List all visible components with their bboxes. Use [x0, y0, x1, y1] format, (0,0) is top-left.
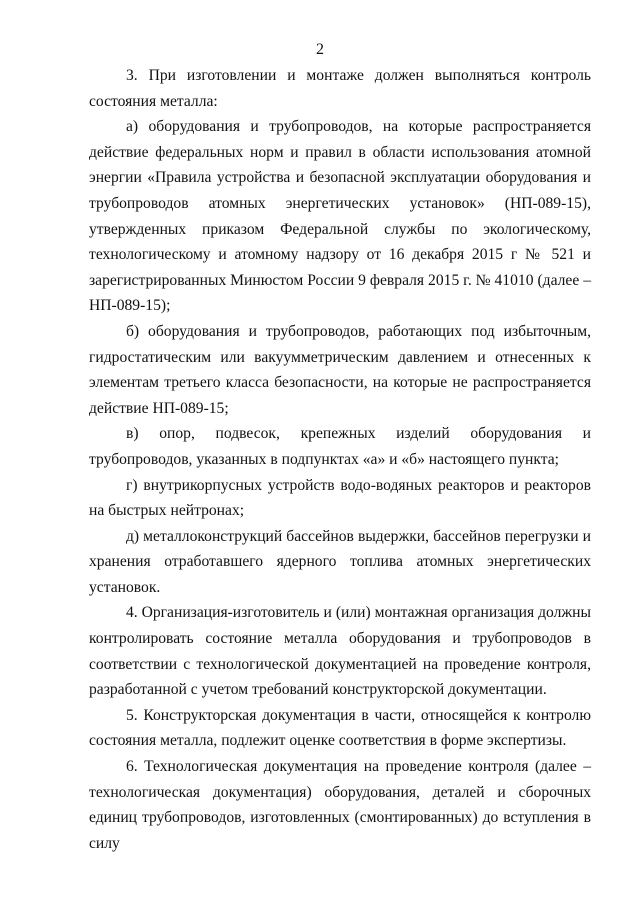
paragraph-3v: в) опор, подвесок, крепежных изделий оборудования и трубопроводов, указанных в подпунктах «а» и «б» настоящего пункта;: [89, 425, 591, 468]
paragraph-3-intro: 3. При изготовлении и монтаже должен выполняться контроль состояния металла:: [89, 67, 591, 110]
paragraph-5: 5. Конструкторская документация в части, относящейся к контролю состояния металла, подлежит оценке соответствия в форме экспертизы.: [89, 706, 591, 750]
page-number: 2: [316, 41, 324, 58]
paragraph-3g: г) внутрикорпусных устройств водо-водяных реакторов и реакторов на быстрых нейтронах;: [89, 476, 591, 520]
paragraph-3a: а) оборудования и трубопроводов, на которые распространяется действие федеральных норм и правил в области использования атомной энергии «Правила устройства и безопасной эксплуатации оборудования и трубопроводов атомных энергетических установок» (НП-089-15), утвержденных приказом Федеральной службы по экологическому, технологическому и атомному надзору от 16 декабря 2015 г № 521 и зарегистрированных Минюстом России 9 февраля 2015 г. № 41010 (далее – НП-089-15);: [89, 118, 591, 315]
paragraph-4: 4. Организация-изготовитель и (или) монтажная организация должны контролировать состояние металла оборудования и трубопроводов в соответствии с технологической документацией на проведение контроля, разработанной с учетом требований конструкторской документации.: [89, 604, 591, 699]
paragraph-3d: д) металлоконструкций бассейнов выдержки, бассейнов перегрузки и хранения отработавшего ядерного топлива атомных энергетических установок.: [89, 527, 591, 596]
paragraph-6: 6. Технологическая документация на проведение контроля (далее – технологическая документация) оборудования, деталей и сборочных единиц трубопроводов, изготовленных (смонтированных) до вступления в силу: [89, 758, 591, 852]
document-body: [89, 63, 591, 856]
paragraph-3b: б) оборудования и трубопроводов, работающих под избыточным, гидростатическим или вакуумметрическим давлением и отнесенных к элементам третьего класса безопасности, на которые не распространяется действие НП-089-15;: [89, 322, 591, 417]
